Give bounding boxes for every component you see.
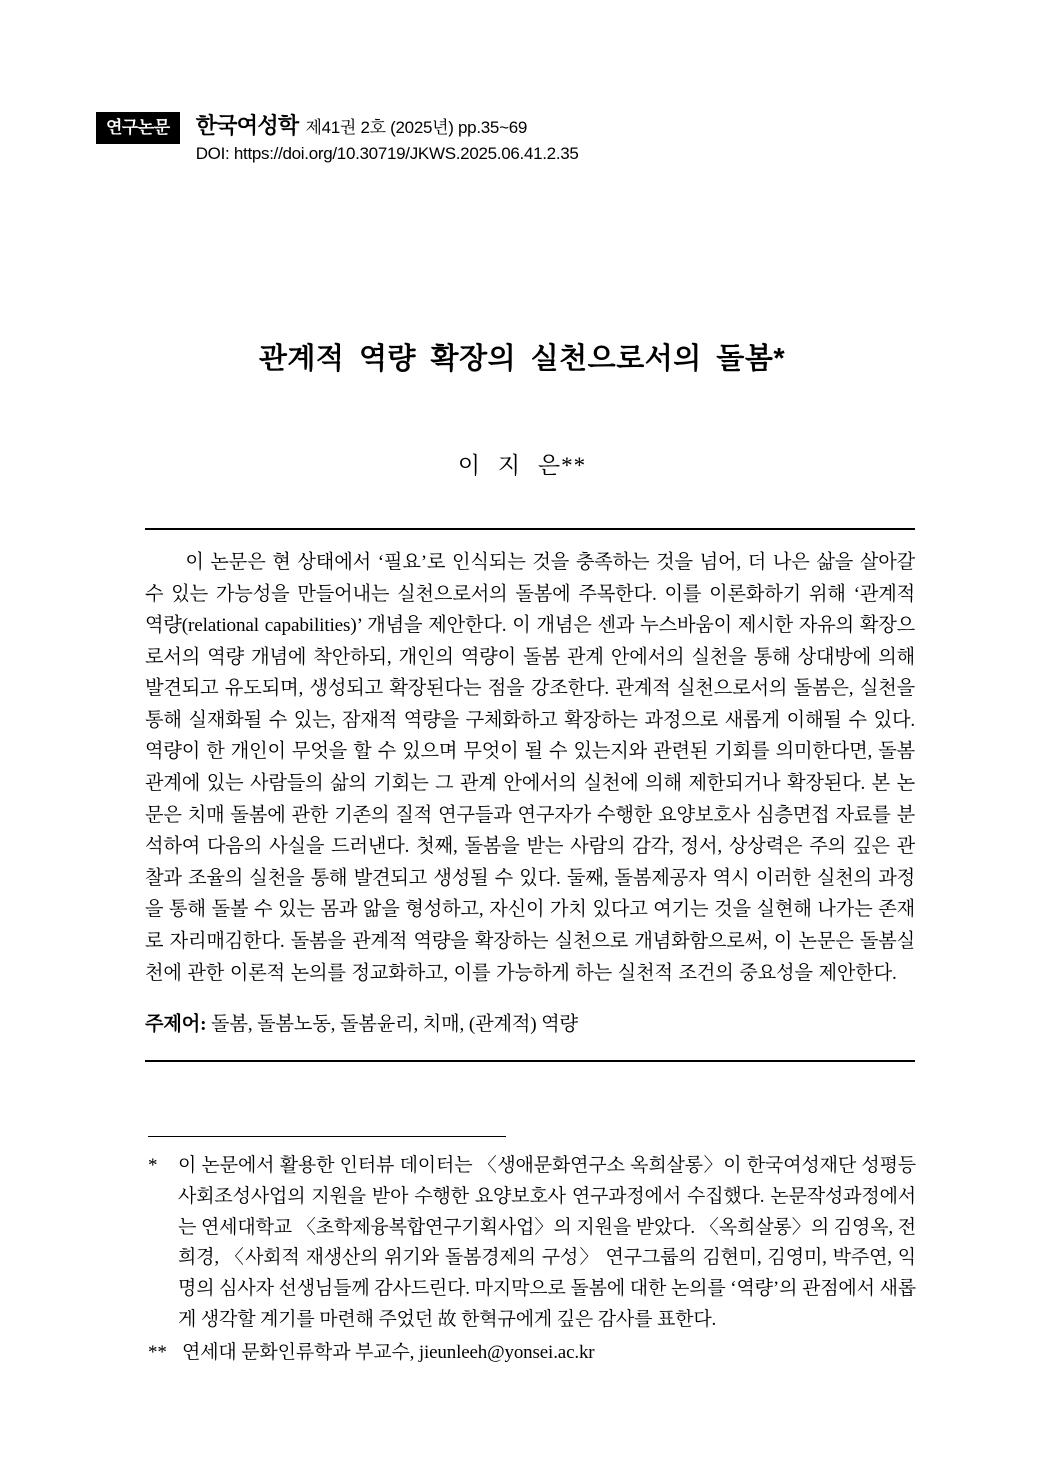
footnote-marker: * — [148, 1155, 158, 1176]
abstract-top-rule — [145, 528, 915, 530]
author-name: 이 지 은** — [457, 453, 587, 478]
footnote-text: 연세대 문화인류학과 부교수, jieunleeh@yonsei.ac.kr — [182, 1341, 595, 1363]
footnote-text: 이 논문에서 활용한 인터뷰 데이터는 〈생애문화연구소 옥희살롱〉이 한국여성재단 성평등사회조성사업의 지원을 받아 수행한 요양보호사 연구과정에서 수집했다. 논문작성과정에서는 연세대학교 〈초학제융복합연구기획사업〉의 지원을 받았다. 〈옥희살롱〉의 김영옥, 전희경, 〈사회적 재생산의 위기와 돌봄경제의 구성〉 연구그룹의 김현미, 김영미, 박주연, 익명의 심사자 선생님들께 감사드린다. 마지막으로 돌봄에 대한 논의를 ‘역량’의 관점에서 새롭게 생각할 계기를 마련해 주었던 故 한혁규에게 깊은 감사를 표한다. — [178, 1155, 916, 1330]
masthead-text-group — [196, 112, 579, 164]
journal-issue-info: 제41권 2호 (2025년) pp.35~69 — [305, 118, 528, 137]
footnote-item — [148, 1151, 916, 1336]
keywords-line — [145, 1011, 915, 1040]
abstract-section — [145, 528, 915, 1062]
journal-name: 한국여성학 — [195, 113, 299, 138]
footnote-item — [148, 1338, 916, 1369]
keywords-value: 돌봄, 돌봄노동, 돌봄윤리, 치매, (관계적) 역량 — [206, 1014, 578, 1036]
journal-line — [196, 113, 579, 138]
article-kind-badge: 연구논문 — [96, 112, 180, 144]
page-title: 관계적 역량 확장의 실천으로서의 돌봄* — [258, 343, 786, 376]
abstract-bottom-rule — [145, 1060, 915, 1062]
abstract-text: 이 논문은 현 상태에서 ‘필요’로 인식되는 것을 충족하는 것을 넘어, 더 나은 삶을 살아갈 수 있는 가능성을 만들어내는 실천으로서의 돌봄에 주목한다. 이를 이론화하기 위해 ‘관계적 역량(relational capabilities)’ 개념을 제안한다. 이 개념은 센과 누스바움이 제시한 자유의 확장으로서의 역량 개념에 착안하되, 개인의 역량이 돌봄 관계 안에서의 실천을 통해 상대방에 의해 발견되고 유도되며, 생성되고 확장된다는 점을 강조한다. 관계적 실천으로서의 돌봄은, 실천을 통해 실재화될 수 있는, 잠재적 역량을 구체화하고 확장하는 과정으로 새롭게 이해될 수 있다. 역량이 한 개인이 무엇을 할 수 있으며 무엇이 될 수 있는지와 관련된 기회를 의미한다면, 돌봄 관계에 있는 사람들의 삶의 기회는 그 관계 안에서의 실천에 의해 제한되거나 확장된다. 본 논문은 치매 돌봄에 관한 기존의 질적 연구들과 연구자가 수행한 요양보호사 심층면접 자료를 분석하여 다음의 사실을 드러낸다. 첫째, 돌봄을 받는 사람의 감각, 정서, 상상력은 주의 깊은 관찰과 조율의 실천을 통해 발견되고 생성될 수 있다. 둘째, 돌봄제공자 역시 이러한 실천의 과정을 통해 돌볼 수 있는 몸과 앎을 형성하고, 자신이 가치 있다고 여기는 것을 실현해 나가는 존재로 자리매김한다. 돌봄을 관계적 역량을 확장하는 실천으로 개념화함으로써, 이 논문은 돌봄실천에 관한 이론적 논의를 정교화하고, 이를 가능하게 하는 실천적 조건의 중요성을 제안한다. — [145, 552, 915, 984]
doi-link[interactable]: DOI: https://doi.org/10.30719/JKWS.2025.06.41.2.35 — [195, 144, 579, 164]
footnote-separator-rule — [148, 1136, 506, 1137]
keywords-label: 주제어: — [145, 1014, 207, 1036]
footnote-marker: ** — [148, 1341, 167, 1363]
footnote-section — [148, 1136, 916, 1370]
masthead — [96, 112, 956, 164]
